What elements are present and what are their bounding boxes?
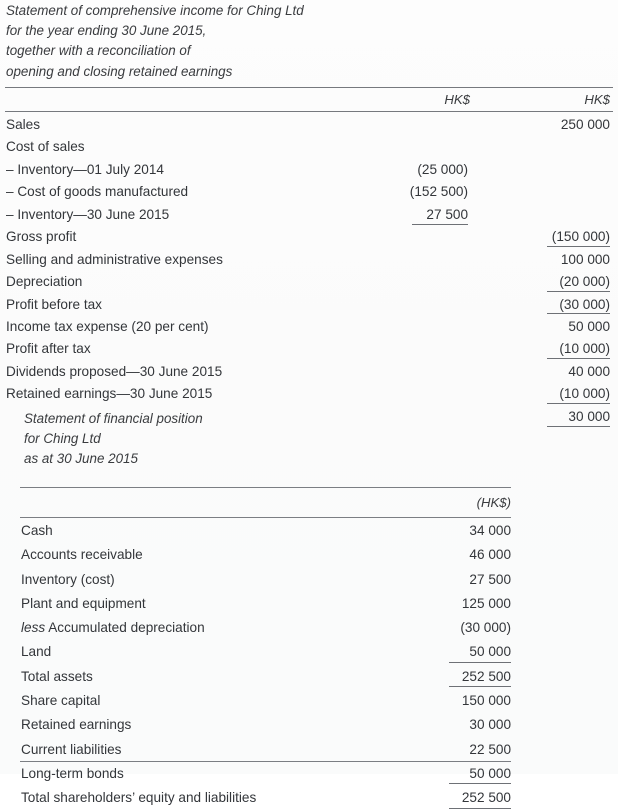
position-title-line-2: for Ching Ltd — [24, 431, 101, 447]
row-label: Current liabilities — [21, 741, 122, 757]
row-amount: 50 000 — [381, 640, 511, 664]
row-amount: 150 000 — [461, 693, 511, 709]
income-title-line-2: for the year ending 30 June 2015, — [6, 23, 207, 39]
row-label: Selling and administrative expenses — [6, 251, 223, 267]
row-amount: 252 500 — [381, 665, 511, 689]
financial-position-title — [24, 409, 203, 470]
row-label: Profit after tax — [6, 341, 91, 357]
row-amount-right: 100 000 — [560, 251, 610, 267]
table-row — [0, 338, 618, 360]
row-label: Profit before tax — [6, 296, 102, 312]
row-label: Income tax expense (20 per cent) — [6, 318, 209, 334]
position-title-line-3: as at 30 June 2015 — [24, 451, 138, 467]
row-label: Total shareholders’ equity and liabilities — [21, 790, 257, 806]
table-row — [0, 361, 618, 383]
row-label: less Accumulated depreciation — [21, 620, 205, 636]
row-amount-middle: (25 000) — [417, 161, 468, 177]
row-label: Long-term bonds — [21, 765, 124, 781]
table-row — [0, 226, 618, 248]
row-label: Gross profit — [6, 229, 77, 245]
row-amount-right: (20 000) — [490, 271, 610, 293]
table-row — [0, 159, 618, 181]
row-amount-middle: 27 500 — [348, 204, 468, 226]
table-row — [0, 271, 618, 293]
row-amount-right: 40 000 — [568, 363, 610, 379]
row-amount-middle: (152 500) — [409, 184, 468, 200]
row-amount-right: (10 000) — [490, 383, 610, 405]
row-label: Plant and equipment — [21, 595, 146, 611]
row-label: Inventory (cost) — [21, 571, 115, 587]
table-row — [0, 786, 618, 810]
income-title-line-1: Statement of comprehensive income for Ching Ltd — [6, 3, 304, 18]
financial-position-rows — [0, 519, 618, 811]
income-header-rule-bottom — [5, 111, 613, 112]
position-title-line-1: Statement of financial position — [24, 411, 203, 426]
row-label: Sales — [6, 117, 41, 132]
row-label: Cash — [21, 523, 53, 538]
table-row — [0, 665, 618, 689]
row-amount: 30 000 — [469, 717, 511, 733]
row-label: – Inventory—30 June 2015 — [6, 206, 170, 222]
table-row — [0, 519, 618, 543]
row-label: – Cost of goods manufactured — [6, 184, 189, 200]
table-row — [0, 568, 618, 592]
income-statement-rows — [0, 114, 618, 428]
row-label: Retained earnings—30 June 2015 — [6, 386, 213, 402]
row-amount: 125 000 — [461, 595, 511, 611]
row-label: Depreciation — [6, 274, 83, 290]
row-label: Share capital — [21, 693, 101, 709]
row-amount: 50 000 — [381, 762, 511, 786]
table-row — [0, 689, 618, 713]
income-title-line-4: opening and closing retained earnings — [6, 63, 233, 79]
row-amount-right: (10 000) — [490, 338, 610, 360]
income-title-line-3: together with a reconciliation of — [6, 43, 191, 59]
income-statement-title — [6, 1, 304, 82]
table-row — [0, 592, 618, 616]
row-label: Total assets — [21, 668, 93, 684]
row-label: Accounts receivable — [21, 547, 143, 563]
table-row — [0, 204, 618, 226]
table-row — [0, 762, 618, 786]
position-column-header-row — [0, 488, 618, 517]
row-amount: 34 000 — [469, 523, 511, 538]
table-row — [0, 616, 618, 640]
row-amount: 46 000 — [469, 547, 511, 563]
row-label: Cost of sales — [6, 139, 85, 155]
row-amount-right: (30 000) — [490, 294, 610, 316]
table-row — [0, 136, 618, 158]
row-amount: 27 500 — [469, 571, 511, 587]
position-closing-rule — [20, 761, 511, 762]
row-amount: 22 500 — [469, 741, 511, 757]
row-amount-right: (150 000) — [490, 226, 610, 248]
income-column-header-middle: HK$ — [444, 92, 470, 107]
row-label: Dividends proposed—30 June 2015 — [6, 363, 223, 379]
table-row — [0, 249, 618, 271]
table-row — [0, 114, 618, 136]
row-label: Land — [21, 644, 52, 660]
table-row — [0, 738, 618, 762]
table-row — [0, 294, 618, 316]
row-amount-right: 30 000 — [490, 406, 610, 428]
position-column-header-currency: (HK$) — [476, 495, 511, 510]
income-column-header-right: HK$ — [584, 92, 610, 107]
table-row — [0, 640, 618, 664]
table-row — [0, 713, 618, 737]
table-row — [0, 383, 618, 405]
row-amount-right: 250 000 — [560, 117, 610, 132]
row-amount: 252 500 — [381, 786, 511, 810]
row-amount: (30 000) — [460, 620, 511, 636]
table-row — [0, 316, 618, 338]
row-label: – Inventory—01 July 2014 — [6, 161, 164, 177]
row-label: Retained earnings — [21, 717, 132, 733]
row-amount-right: 50 000 — [568, 318, 610, 334]
position-header-rule-bottom — [20, 517, 511, 518]
less-emphasis: less — [21, 620, 46, 636]
income-column-header-row — [0, 88, 618, 111]
table-row — [0, 543, 618, 567]
table-row — [0, 181, 618, 203]
